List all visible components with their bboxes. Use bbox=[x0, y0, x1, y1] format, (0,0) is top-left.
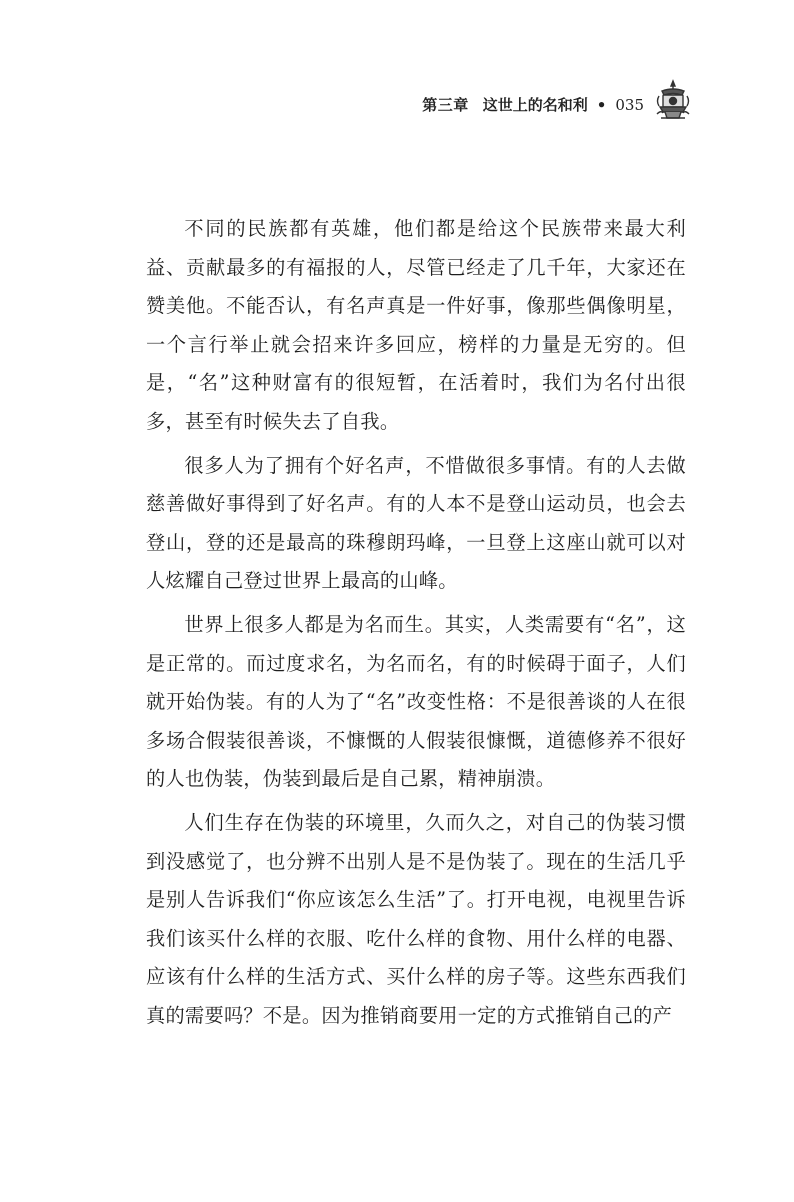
paragraph: 人们生存在伪装的环境里，久而久之，对自己的伪装习惯到没感觉了，也分辨不出别人是不是伪装了。现在的生活几乎是别人告诉我们“你应该怎么生活”了。打开电视，电视里告诉我们该买什么样的衣服、吃什么样的食物、用什么样的电器、应该有什么样的生活方式、买什么样的房子等。这些东西我们真的需要吗？不是。因为推销商要用一定的方式推销自己的产 bbox=[146, 810, 686, 1027]
body-text bbox=[146, 210, 686, 1040]
ornamental-emblem-icon bbox=[653, 78, 693, 122]
chapter-title: 这世上的名和利 bbox=[482, 96, 588, 114]
running-header bbox=[422, 94, 644, 115]
header-bullet: • bbox=[596, 95, 607, 114]
paragraph: 不同的民族都有英雄，他们都是给这个民族带来最大利益、贡献最多的有福报的人，尽管已经走了几千年，大家还在赞美他。不能否认，有名声真是一件好事，像那些偶像明星，一个言行举止就会招来许多回应，榜样的力量是无穷的。但是，“名”这种财富有的很短暂，在活着时，我们为名付出很多，甚至有时候失去了自我。 bbox=[146, 217, 686, 433]
paragraph: 很多人为了拥有个好名声，不惜做很多事情。有的人去做慈善做好事得到了好名声。有的人本不是登山运动员，也会去登山，登的还是最高的珠穆朗玛峰，一旦登上这座山就可以对人炫耀自己登过世界上最高的山峰。 bbox=[146, 453, 686, 593]
paragraph: 世界上很多人都是为名而生。其实，人类需要有“名”，这是正常的。而过度求名，为名而名，有的时候碍于面子，人们就开始伪装。有的人为了“名”改变性格：不是很善谈的人在很多场合假装很善谈，不慷慨的人假装很慷慨，道德修养不很好的人也伪装，伪装到最后是自己累，精神崩溃。 bbox=[146, 612, 686, 791]
chapter-label: 第三章 bbox=[422, 96, 469, 114]
page-number: 035 bbox=[615, 95, 644, 114]
